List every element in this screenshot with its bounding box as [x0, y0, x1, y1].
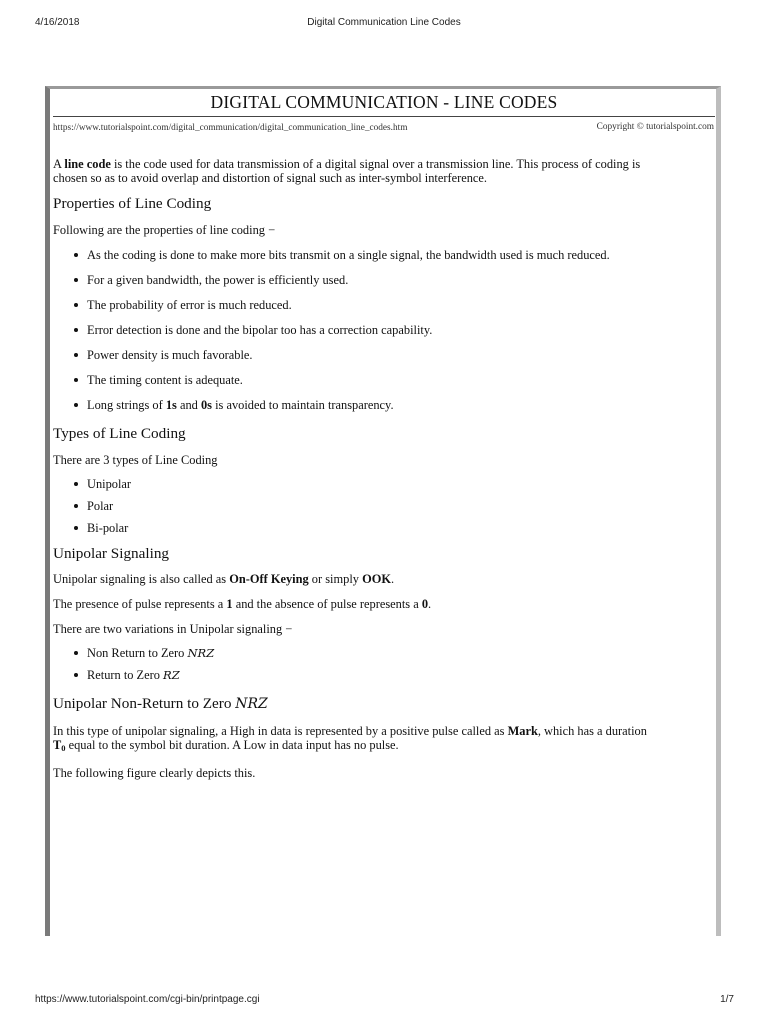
- print-header: [0, 17, 768, 31]
- intro-paragraph: A line code is the code used for data transmission of a digital signal over a transmission line. This process of coding is chosen so as to avoid overlap and distortion of signal such as inter-symbol interference.: [53, 157, 641, 185]
- list-item: Non Return to Zero NRZ: [53, 646, 713, 660]
- print-title: Digital Communication Line Codes: [307, 17, 461, 28]
- properties-lead: Following are the properties of line coding −: [53, 223, 276, 237]
- nrz-p1: In this type of unipolar signaling, a High in data is represented by a positive pulse called as Mark, which has a duration $T_0$ equal to the symbol bit duration. A Low in data input has no pulse.: [53, 724, 647, 753]
- unipolar-p2: The presence of pulse represents a 1 and the absence of pulse represents a 0.: [53, 597, 432, 611]
- list-item: Return to Zero RZ: [53, 668, 713, 682]
- page-number: 1/7: [720, 994, 734, 1005]
- print-date: 4/16/2018: [35, 17, 80, 28]
- heading-unipolar-nrz: Unipolar Non-Return to Zero NRZ: [53, 695, 268, 712]
- unipolar-p3: There are two variations in Unipolar signaling −: [53, 622, 293, 636]
- properties-list: [53, 248, 713, 412]
- list-item: Power density is much favorable.: [53, 348, 713, 362]
- list-item: The timing content is adequate.: [53, 373, 713, 387]
- list-item: The probability of error is much reduced.: [53, 298, 713, 312]
- list-item: Polar: [53, 499, 713, 513]
- source-url[interactable]: https://www.tutorialspoint.com/digital_communication/digital_communication_line_codes.htm: [53, 123, 408, 133]
- list-item: For a given bandwidth, the power is efficiently used.: [53, 273, 713, 287]
- unipolar-p1: Unipolar signaling is also called as On-Off Keying or simply OOK.: [53, 572, 395, 586]
- types-lead: There are 3 types of Line Coding: [53, 453, 218, 467]
- list-item: Long strings of 1s and 0s is avoided to maintain transparency.: [53, 398, 713, 412]
- types-list: [53, 477, 713, 535]
- heading-types: Types of Line Coding: [53, 425, 186, 442]
- list-item: Bi-polar: [53, 521, 713, 535]
- copyright-notice: Copyright © tutorialspoint.com: [596, 122, 714, 132]
- title-divider: [53, 116, 715, 117]
- list-item: Error detection is done and the bipolar too has a correction capability.: [53, 323, 713, 337]
- nrz-p2: The following figure clearly depicts this.: [53, 766, 256, 780]
- print-footer-url: https://www.tutorialspoint.com/cgi-bin/printpage.cgi: [35, 994, 260, 1005]
- unipolar-variations-list: [53, 646, 713, 682]
- list-item: Unipolar: [53, 477, 713, 491]
- article-body: [53, 157, 713, 780]
- heading-unipolar: Unipolar Signaling: [53, 545, 170, 562]
- document-title: DIGITAL COMMUNICATION - LINE CODES: [210, 92, 558, 112]
- heading-properties: Properties of Line Coding: [53, 195, 212, 212]
- list-item: As the coding is done to make more bits transmit on a single signal, the bandwidth used is much reduced.: [53, 248, 713, 262]
- print-footer: [0, 994, 768, 1008]
- term-line-code: line code: [64, 157, 111, 171]
